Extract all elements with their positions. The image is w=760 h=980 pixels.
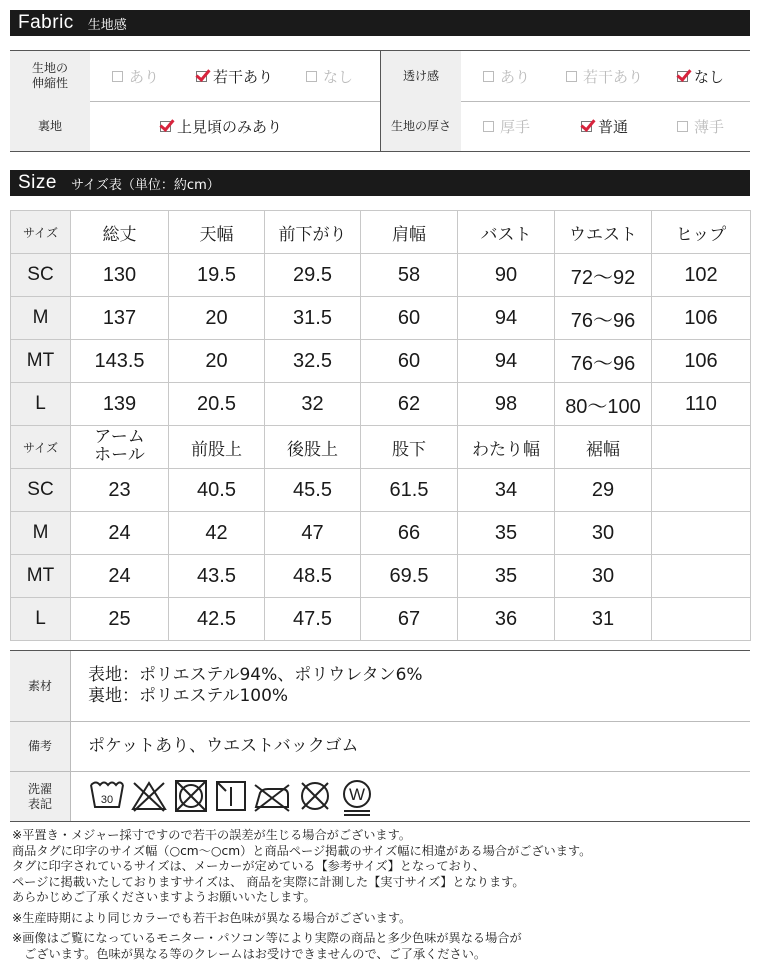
size-table-row xyxy=(11,383,751,426)
size-value-cell xyxy=(652,512,751,555)
size-value-cell: 94 xyxy=(458,297,555,340)
size-table-row xyxy=(11,598,751,641)
thickness-option-normal: 普通 xyxy=(581,101,628,151)
note-line: ございます。色味が異なる等のクレームはお受けできませんので、ご了承ください。 xyxy=(12,946,487,961)
size-table-header-cell: 股下 xyxy=(361,426,458,469)
care-label: 洗濯 表記 xyxy=(10,772,71,821)
size-table-header-cell: 前下がり xyxy=(265,211,361,254)
remarks-row xyxy=(10,722,750,772)
no-bleach-icon xyxy=(130,777,168,815)
size-value-cell: 139 xyxy=(71,383,169,426)
size-table xyxy=(10,210,751,641)
material-row xyxy=(10,651,750,722)
material-line-outer: 表地：ポリエステル94%、ポリウレタン6% xyxy=(88,664,423,685)
size-value-cell: 137 xyxy=(71,297,169,340)
fabric-header xyxy=(10,10,750,36)
size-value-cell: 34 xyxy=(458,469,555,512)
size-value-cell: 47 xyxy=(265,512,361,555)
size-value-cell: 94 xyxy=(458,340,555,383)
sheer-option-yes: あり xyxy=(483,51,530,101)
size-value-cell: 42 xyxy=(169,512,265,555)
size-value-cell xyxy=(652,469,751,512)
thickness-option-thin: 薄手 xyxy=(677,101,724,151)
size-label-cell: L xyxy=(11,598,71,641)
wash-30-icon xyxy=(88,777,126,815)
size-value-cell: 35 xyxy=(458,555,555,598)
size-value-cell: 61.5 xyxy=(361,469,458,512)
size-value-cell: 20 xyxy=(169,297,265,340)
size-table-row xyxy=(11,340,751,383)
size-value-cell: 20 xyxy=(169,340,265,383)
size-value-cell: 25 xyxy=(71,598,169,641)
fabric-panel xyxy=(10,50,750,152)
care-row xyxy=(10,772,750,821)
size-value-cell: 60 xyxy=(361,297,458,340)
size-value-cell: 47.5 xyxy=(265,598,361,641)
checkbox-icon xyxy=(160,121,171,132)
size-table-header-cell: わたり幅 xyxy=(458,426,555,469)
no-tumble-dry-icon xyxy=(172,777,210,815)
size-table-header-cell: 後股上 xyxy=(265,426,361,469)
size-table-row xyxy=(11,469,751,512)
checkbox-icon xyxy=(566,71,577,82)
line-dry-shade-icon xyxy=(214,777,248,815)
size-value-cell: 29.5 xyxy=(265,254,361,297)
checkbox-icon xyxy=(677,71,688,82)
wet-clean-icon xyxy=(338,777,376,817)
size-value-cell: 72〜92 xyxy=(555,254,652,297)
stretch-label: 生地の 伸縮性 xyxy=(10,51,90,101)
size-value-cell: 102 xyxy=(652,254,751,297)
size-table-header-cell: ヒップ xyxy=(652,211,751,254)
fabric-title-jp: 生地感 xyxy=(87,17,127,33)
fabric-divider xyxy=(380,51,381,151)
size-table-header-cell: バスト xyxy=(458,211,555,254)
size-value-cell: 24 xyxy=(71,512,169,555)
wash-temp-text: 30 xyxy=(100,794,114,806)
stretch-option-slight: 若干あり xyxy=(196,51,273,101)
size-table-header-cell: 前股上 xyxy=(169,426,265,469)
size-value-cell: 24 xyxy=(71,555,169,598)
size-value-cell: 90 xyxy=(458,254,555,297)
note-line: ※画像はご覧になっているモニター・パソコン等により実際の商品と多少色味が異なる場合が xyxy=(12,931,522,945)
size-table-row xyxy=(11,555,751,598)
stretch-option-yes: あり xyxy=(112,51,159,101)
size-value-cell: 106 xyxy=(652,340,751,383)
checkbox-icon xyxy=(196,71,207,82)
note-line: 商品タグに印字のサイズ幅（○cm〜○cm）と商品ページ掲載のサイズ幅に相違がある場合がございます。 xyxy=(12,843,592,858)
size-label-cell: SC xyxy=(11,469,71,512)
size-label-cell: MT xyxy=(11,555,71,598)
size-table-header-cell: サイズ xyxy=(11,426,71,469)
size-value-cell: 36 xyxy=(458,598,555,641)
size-value-cell: 32.5 xyxy=(265,340,361,383)
size-value-cell xyxy=(652,598,751,641)
info-panel xyxy=(10,650,750,822)
size-value-cell: 31.5 xyxy=(265,297,361,340)
lining-label: 裏地 xyxy=(10,101,90,151)
size-value-cell xyxy=(652,555,751,598)
checkbox-icon xyxy=(112,71,123,82)
size-value-cell: 62 xyxy=(361,383,458,426)
size-table-header-row xyxy=(11,426,751,469)
size-label-cell: MT xyxy=(11,340,71,383)
checkbox-icon xyxy=(677,121,688,132)
note-line: ※平置き・メジャー採寸ですので若干の誤差が生じる場合がございます。 xyxy=(12,828,411,842)
size-value-cell: 69.5 xyxy=(361,555,458,598)
size-value-cell: 35 xyxy=(458,512,555,555)
size-value-cell: 43.5 xyxy=(169,555,265,598)
size-value-cell: 20.5 xyxy=(169,383,265,426)
size-value-cell: 45.5 xyxy=(265,469,361,512)
size-label-cell: M xyxy=(11,297,71,340)
size-label-cell: M xyxy=(11,512,71,555)
size-value-cell: 130 xyxy=(71,254,169,297)
size-value-cell: 60 xyxy=(361,340,458,383)
size-table-header-cell: アーム ホール xyxy=(71,426,169,469)
sheer-option-slight: 若干あり xyxy=(566,51,643,101)
size-value-cell: 48.5 xyxy=(265,555,361,598)
size-value-cell: 31 xyxy=(555,598,652,641)
remarks-label: 備考 xyxy=(10,722,71,771)
size-value-cell: 80〜100 xyxy=(555,383,652,426)
size-table-header-cell: ウエスト xyxy=(555,211,652,254)
size-value-cell: 23 xyxy=(71,469,169,512)
size-value-cell: 76〜96 xyxy=(555,297,652,340)
size-value-cell: 40.5 xyxy=(169,469,265,512)
size-value-cell: 30 xyxy=(555,555,652,598)
note-line: タグに印字されているサイズは、メーカーが定めている【参考サイズ】となっており、 xyxy=(12,859,486,873)
size-label-cell: SC xyxy=(11,254,71,297)
checkbox-icon xyxy=(306,71,317,82)
thickness-option-thick: 厚手 xyxy=(483,101,530,151)
fabric-title-en: Fabric xyxy=(18,12,74,33)
checkbox-icon xyxy=(483,71,494,82)
size-value-cell: 29 xyxy=(555,469,652,512)
size-value-cell: 76〜96 xyxy=(555,340,652,383)
material-value xyxy=(88,651,423,721)
size-value-cell: 58 xyxy=(361,254,458,297)
size-title-en: Size xyxy=(18,172,57,193)
size-value-cell: 30 xyxy=(555,512,652,555)
size-table-header-cell xyxy=(652,426,751,469)
size-label-cell: L xyxy=(11,383,71,426)
sheer-option-none: なし xyxy=(677,51,724,101)
note-line: ※生産時期により同じカラーでも若干お色味が異なる場合がございます。 xyxy=(12,910,412,925)
checkbox-icon xyxy=(581,121,592,132)
size-value-cell: 143.5 xyxy=(71,340,169,383)
thickness-label: 生地の厚さ xyxy=(381,101,461,151)
size-table-row xyxy=(11,512,751,555)
note-line: あらかじめご了承くださいますようお願いいたします。 xyxy=(12,890,316,904)
wet-clean-letter: W xyxy=(348,785,366,804)
size-table-header-cell: サイズ xyxy=(11,211,71,254)
lining-option-upper: 上見頃のみあり xyxy=(160,101,282,151)
size-table-header-cell: 裾幅 xyxy=(555,426,652,469)
sheer-label: 透け感 xyxy=(381,51,461,101)
size-table-header-cell: 総丈 xyxy=(71,211,169,254)
size-table-header-cell: 天幅 xyxy=(169,211,265,254)
size-table-row xyxy=(11,254,751,297)
size-value-cell: 32 xyxy=(265,383,361,426)
note-line: ページに掲載いたしておりますサイズは、 商品を実際に計測した【実寸サイズ】となります。 xyxy=(12,874,525,889)
stretch-option-none: なし xyxy=(306,51,353,101)
size-value-cell: 98 xyxy=(458,383,555,426)
size-table-header-cell: 肩幅 xyxy=(361,211,458,254)
size-value-cell: 66 xyxy=(361,512,458,555)
care-icons xyxy=(88,777,376,817)
size-value-cell: 67 xyxy=(361,598,458,641)
size-value-cell: 110 xyxy=(652,383,751,426)
size-title-jp: サイズ表（単位：約cm） xyxy=(70,177,220,193)
remarks-value: ポケットあり、ウエストバックゴム xyxy=(88,735,359,756)
notes xyxy=(12,828,752,962)
checkbox-icon xyxy=(483,121,494,132)
size-value-cell: 106 xyxy=(652,297,751,340)
iron-low-icon xyxy=(252,777,292,815)
size-table-row xyxy=(11,297,751,340)
size-value-cell: 19.5 xyxy=(169,254,265,297)
no-dry-clean-icon xyxy=(296,777,334,815)
size-table-header-row xyxy=(11,211,751,254)
size-value-cell: 42.5 xyxy=(169,598,265,641)
material-line-lining: 裏地：ポリエステル100% xyxy=(88,686,289,706)
material-label: 素材 xyxy=(10,651,71,721)
size-header xyxy=(10,170,750,196)
